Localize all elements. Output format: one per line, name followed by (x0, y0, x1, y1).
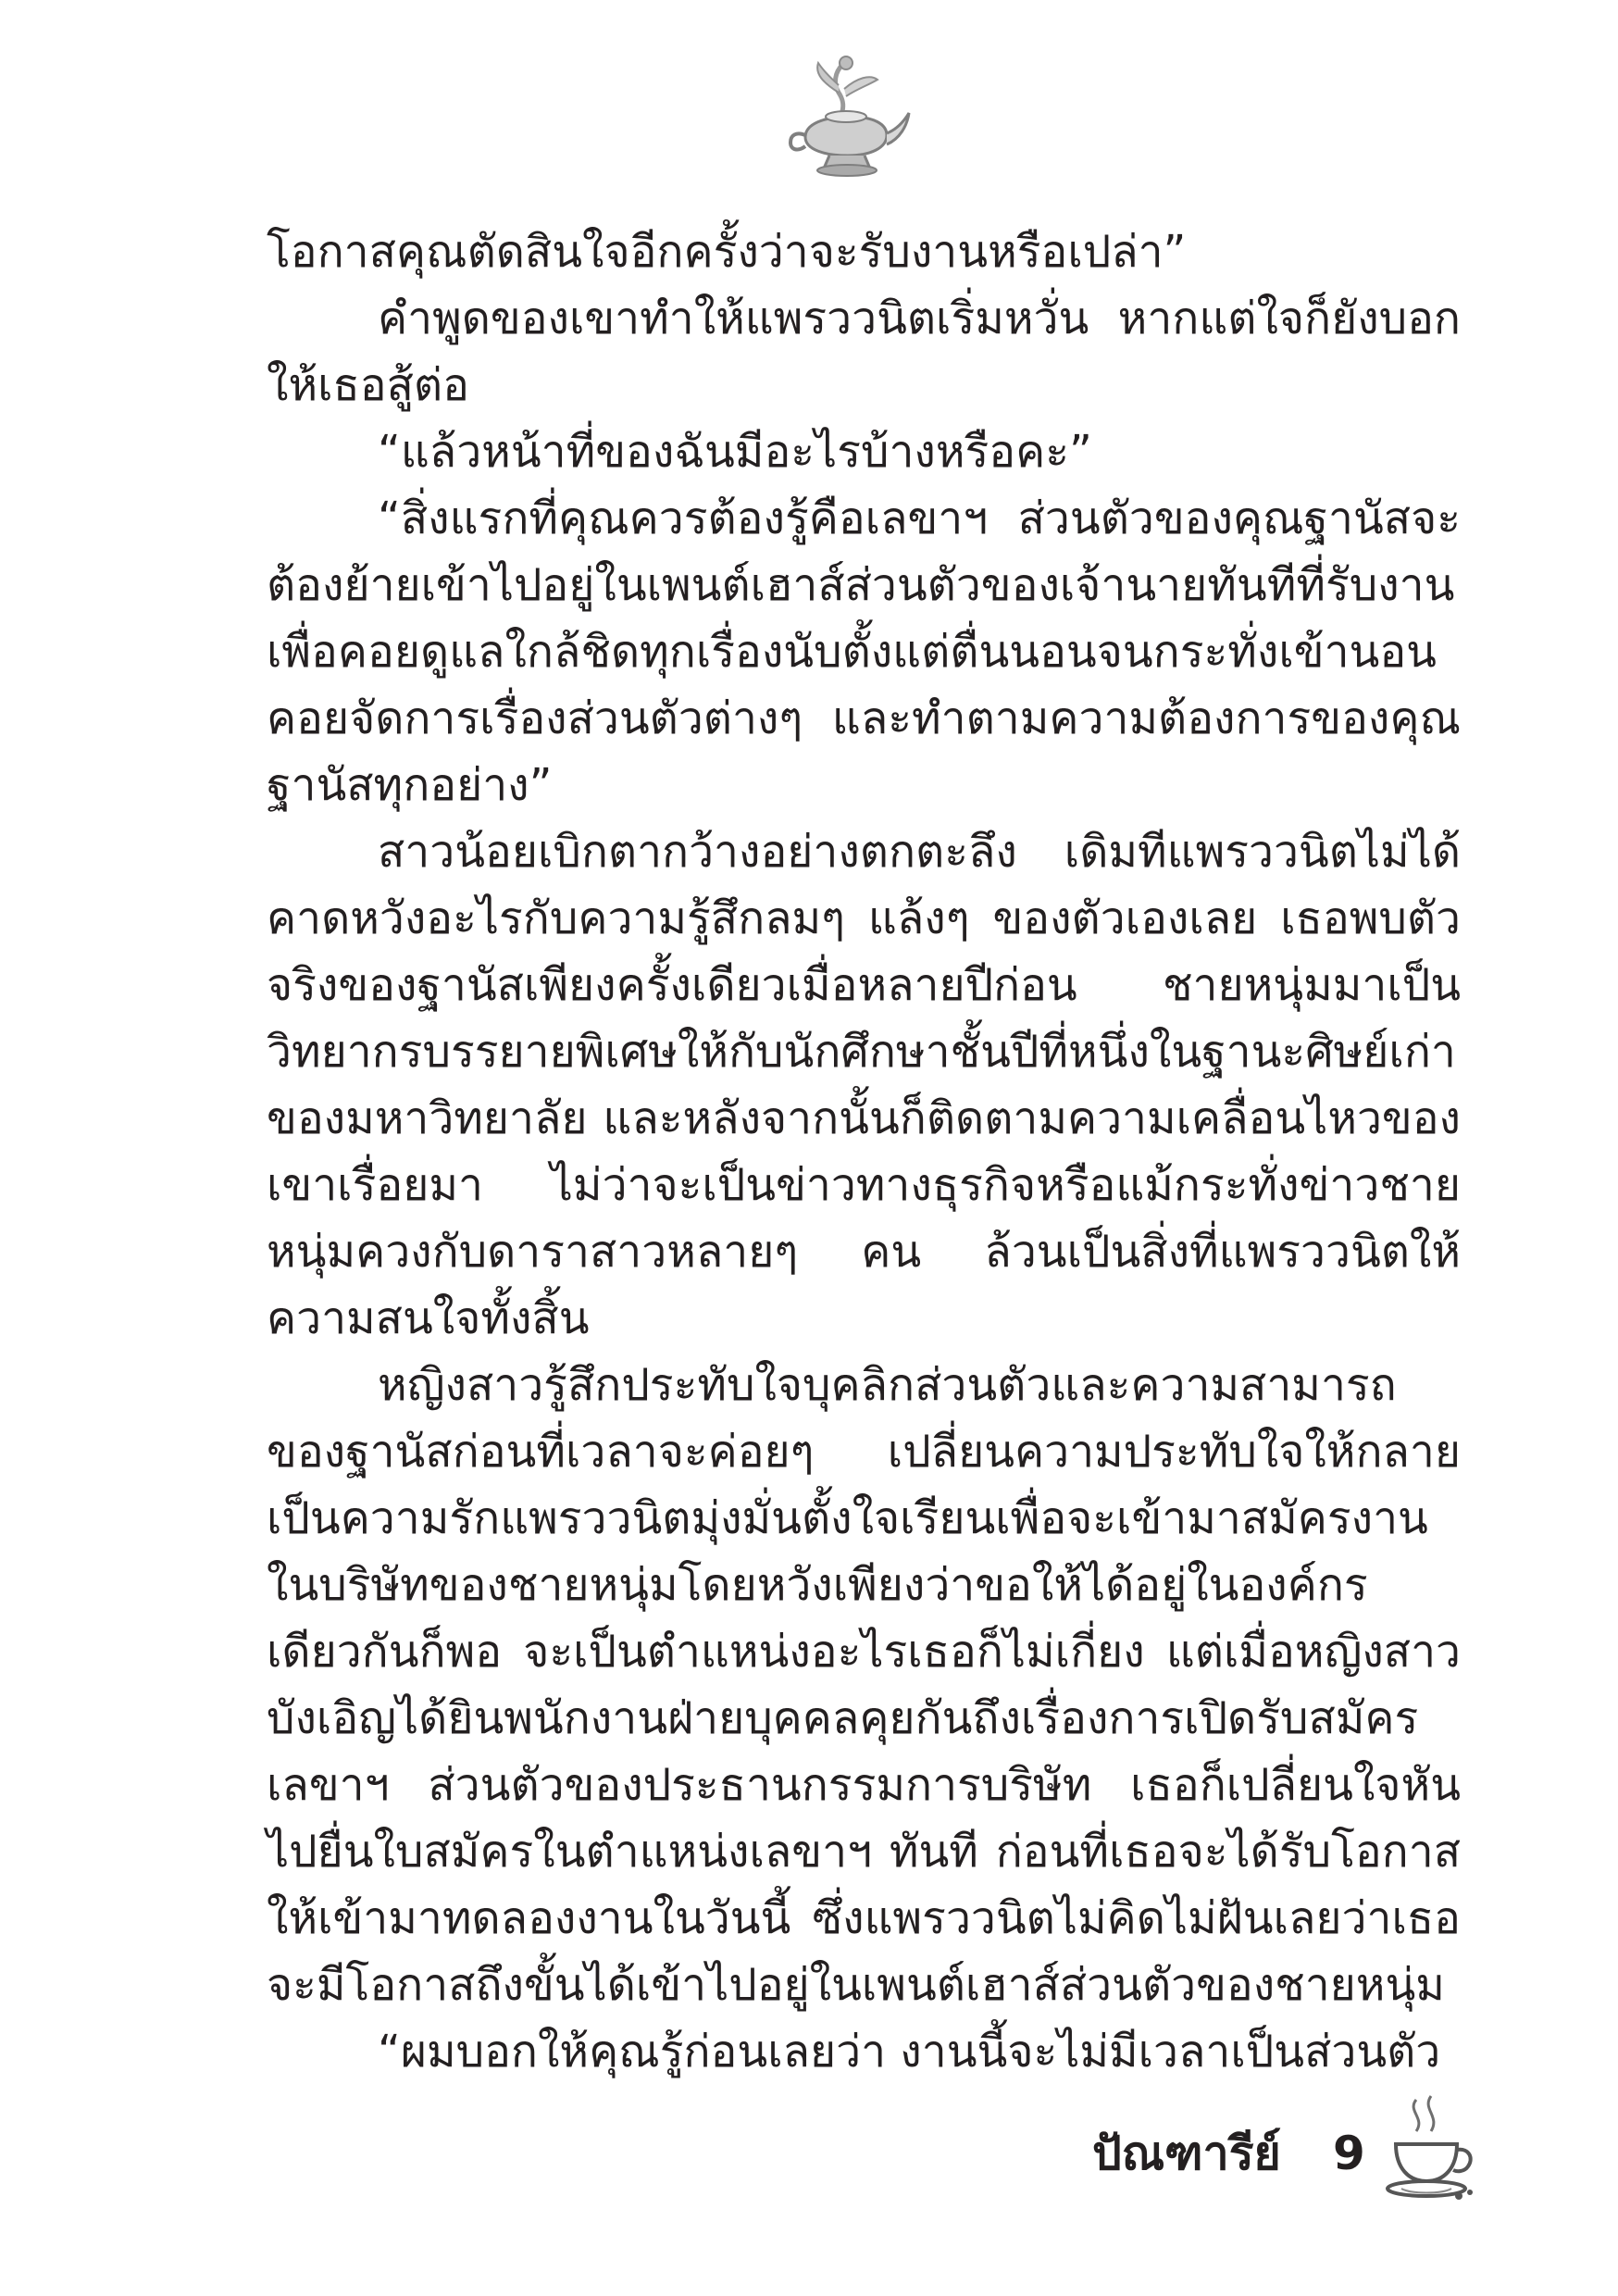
footer-author: ปัณฑารีย์ (1092, 2127, 1281, 2180)
paragraph: “สิ่งแรกที่คุณควรต้องรู้คือเลขาฯ ส่วนตัวของคุณฐานัสจะต้องย้ายเข้าไปอยู่ในเพนต์เฮาส์ส่วนตัวของเจ้านายทันทีที่รับงาน เพื่อคอยดูแลใกล้ชิดทุกเรื่องนับตั้งแต่ตื่นนอนจนกระทั่งเข้านอน คอยจัดการเรื่องส่วนตัวต่างๆ และทำตามความต้องการของคุณฐานัสทุกอย่าง” (267, 493, 1461, 811)
paragraph: คำพูดของเขาทำให้แพรววนิตเริ่มหวั่น หากแต่ใจก็ยังบอกให้เธอสู้ต่อ (267, 293, 1461, 411)
page-footer (1092, 2092, 1481, 2203)
fairy-lamp-icon (778, 46, 916, 185)
paragraph: โอกาสคุณตัดสินใจอีกครั้งว่าจะรับงานหรือเปล่า” (267, 226, 1187, 278)
paragraph: “แล้วหน้าที่ของฉันมีอะไรบ้างหรือคะ” (378, 426, 1092, 478)
paragraph: สาวน้อยเบิกตากว้างอย่างตกตะลึง เดิมทีแพรววนิตไม่ได้คาดหวังอะไรกับความรู้สึกลมๆ แล้งๆ ของตัวเองเลย เธอพบตัวจริงของฐานัสเพียงครั้งเดียวเมื่อหลายปีก่อน ชายหนุ่มมาเป็นวิทยากรบรรยายพิเศษให้กับนักศึกษาชั้นปีที่หนึ่งในฐานะศิษย์เก่าของมหาวิทยาลัย และหลังจากนั้นก็ติดตามความเคลื่อนไหวของเขาเรื่อยมา ไม่ว่าจะเป็นข่าวทางธุรกิจหรือแม้กระทั่งข่าวชายหนุ่มควงกับดาราสาวหลายๆ คน ล้วนเป็นสิ่งที่แพรววนิตให้ความสนใจทั้งสิ้น (267, 826, 1461, 1344)
page-number: 9 (1333, 2127, 1365, 2180)
body-text (267, 218, 1461, 2085)
paragraph: หญิงสาวรู้สึกประทับใจบุคลิกส่วนตัวและความสามารถของฐานัสก่อนที่เวลาจะค่อยๆ เปลี่ยนความประทับใจให้กลายเป็นความรักแพรววนิตมุ่งมั่นตั้งใจเรียนเพื่อจะเข้ามาสมัครงานในบริษัทของชายหนุ่มโดยหวังเพียงว่าขอให้ได้อยู่ในองค์กรเดียวกันก็พอ จะเป็นตำแหน่งอะไรเธอก็ไม่เกี่ยง แต่เมื่อหญิงสาวบังเอิญได้ยินพนักงานฝ่ายบุคคลคุยกันถึงเรื่องการเปิดรับสมัครเลขาฯ ส่วนตัวของประธานกรรมการบริษัท เธอก็เปลี่ยนใจหันไปยื่นใบสมัครในตำแหน่งเลขาฯ ทันที ก่อนที่เธอจะได้รับโอกาสให้เข้ามาทดลองงานในวันนี้ ซึ่งแพรววนิตไม่คิดไม่ฝันเลยว่าเธอจะมีโอกาสถึงขั้นได้เข้าไปอยู่ในเพนต์เฮาส์ส่วนตัวของชายหนุ่ม (267, 1359, 1461, 2011)
coffee-cup-icon (1379, 2092, 1481, 2203)
paragraph: “ผมบอกให้คุณรู้ก่อนเลยว่า งานนี้จะไม่มีเวลาเป็นส่วนตัว (378, 2026, 1441, 2078)
